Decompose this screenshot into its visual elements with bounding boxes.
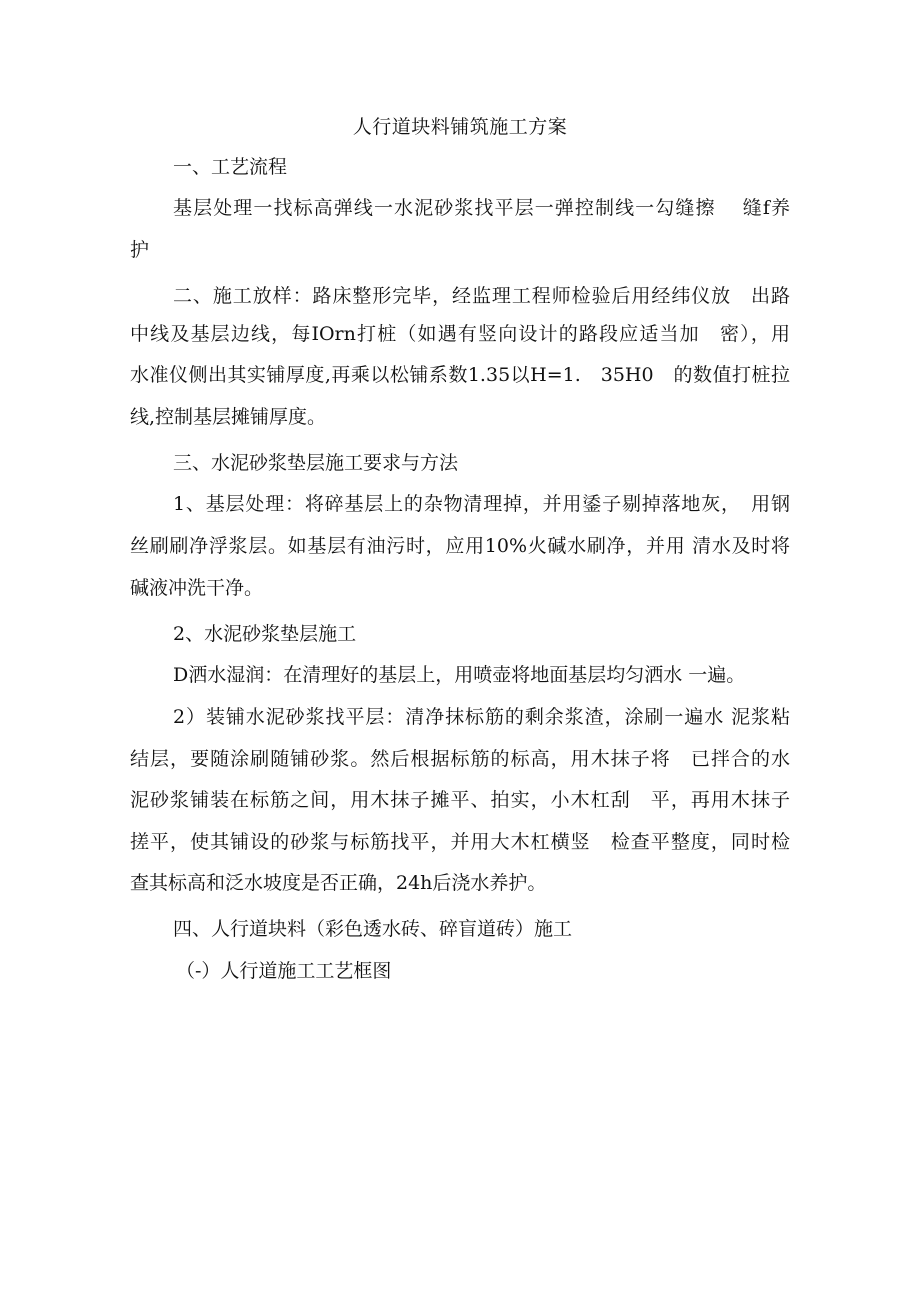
paragraph-line: 二、施工放样：路床整形完毕，经监理工程师检验后用经纬仪放 出路 bbox=[173, 285, 790, 307]
paragraph-line: 2）装铺水泥砂浆找平层：清净抹标筋的剩余浆渣，涂刷一遍水 泥浆粘 bbox=[173, 706, 790, 728]
document-title: 人行道块料铺筑施工方案 bbox=[352, 116, 568, 138]
paragraph-line: 丝刷刷净浮浆层。如基层有油污时，应用10%火碱水刷净，并用 清水及时将 bbox=[130, 535, 790, 557]
section-heading: 一、工艺流程 bbox=[173, 156, 288, 178]
section-heading: 四、人行道块料（彩色透水砖、碎盲道砖）施工 bbox=[173, 918, 573, 940]
paragraph-line: 查其标高和泛水坡度是否正确，24h后浇水养护。 bbox=[130, 872, 547, 894]
subsection-heading: 2、水泥砂浆垫层施工 bbox=[173, 623, 357, 645]
paragraph-line: 线,控制基层摊铺厚度。 bbox=[130, 406, 327, 428]
paragraph-line: 水准仪侧出其实铺厚度,再乘以松铺系数1.35以H=1. 35H0 的数值打桩拉 bbox=[130, 364, 790, 386]
paragraph-line: 搓平，使其铺设的砂浆与标筋找平，并用大木杠横竖 检查平整度，同时检 bbox=[130, 831, 790, 853]
paragraph-line: 基层处理一找标高弹线一水泥砂浆找平层一弹控制线一勾缝擦 缝f养 bbox=[173, 197, 790, 219]
paragraph-line: 中线及基层边线，每IOrn打桩（如遇有竖向设计的路段应适当加 密），用 bbox=[130, 323, 790, 345]
paragraph-line: 1、基层处理：将碎基层上的杂物清理掉，并用鋈子剔掉落地灰， 用钢 bbox=[173, 493, 790, 515]
paragraph-line: 结层，要随涂刷随铺砂浆。然后根据标筋的标高，用木抹子将 已拌合的水 bbox=[130, 748, 790, 770]
paragraph-line: 碱液冲洗干净。 bbox=[130, 577, 264, 599]
paragraph-line: 护 bbox=[130, 239, 150, 261]
subsection-heading: （-）人行道施工工艺框图 bbox=[176, 960, 392, 982]
paragraph-line: 泥砂浆铺装在标筋之间，用木抹子摊平、拍实，小木杠刮 平，再用木抹子 bbox=[130, 789, 790, 811]
paragraph-line: D洒水湿润：在清理好的基层上，用喷壶将地面基层均匀洒水 一遍。 bbox=[173, 664, 746, 686]
section-heading: 三、水泥砂浆垫层施工要求与方法 bbox=[173, 452, 459, 474]
